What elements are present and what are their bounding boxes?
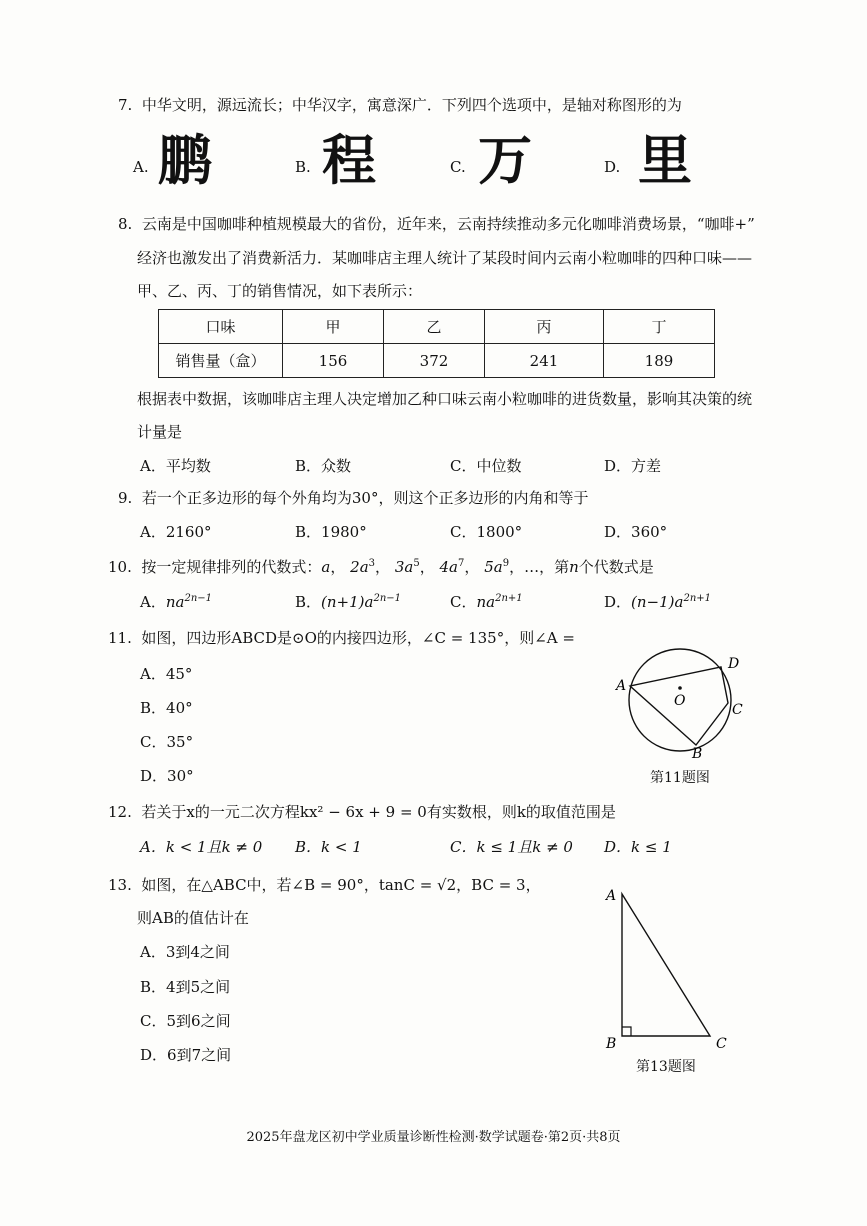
q13-option-b: B．4到5之间 [140, 978, 231, 996]
q9-option-d: D．360° [604, 523, 668, 541]
q8-option-c: C．中位数 [450, 457, 522, 475]
q8-number: 8. [118, 215, 133, 233]
q8-line2: 经济也激发出了消费新活力．某咖啡店主理人统计了某段时间内云南小粒咖啡的四种口味—— [137, 249, 753, 267]
table-cell: 156 [283, 344, 384, 378]
q10-term-2-exp: 3 [368, 558, 376, 569]
q10-option-c [450, 591, 523, 612]
q10-option-c-exp: 2n+1 [495, 593, 523, 604]
triangle-abc [622, 894, 710, 1036]
q8-line1-text: 云南是中国咖啡种植规模最大的省份，近年来，云南持续推动多元化咖啡消费场景，“咖啡+” [141, 215, 755, 233]
table-header-cell: 口味 [159, 310, 283, 344]
q7-option-b-char: 程 [322, 129, 376, 192]
q12-number: 12. [108, 803, 132, 821]
q7-option-c-char: 万 [478, 129, 532, 192]
q10-option-d-letter: D． [604, 593, 632, 611]
q10-sep: ， [419, 558, 435, 576]
q9-text: 若一个正多边形的每个外角均为30°，则这个正多边形的内角和等于 [141, 489, 589, 507]
q7-stem [118, 94, 682, 115]
q13-option-c: C．5到6之间 [140, 1012, 231, 1030]
table-cell: 372 [384, 344, 485, 378]
table-header-cell: 甲 [283, 310, 384, 344]
q10-option-d-base: (n−1)a [631, 593, 684, 611]
q10-option-a-base: na [165, 593, 185, 611]
label-c: C [732, 702, 743, 718]
q10-sep: ， [330, 558, 346, 576]
q10-option-c-base: na [476, 593, 496, 611]
q9-option-a: A．2160° [140, 523, 212, 541]
q9-number: 9. [118, 489, 133, 507]
q7-option-b-letter: B. [295, 158, 311, 176]
q10-term-5-exp: 9 [502, 558, 510, 569]
q10-term-1: a [321, 558, 331, 576]
q8-line3: 甲、乙、丙、丁的销售情况，如下表所示： [137, 282, 423, 300]
q13-line2: 则AB的值估计在 [137, 909, 249, 927]
label-d: D [728, 656, 740, 672]
label-a: A [616, 678, 627, 694]
q13-option-a: A．3到4之间 [140, 943, 230, 961]
center-point-o [678, 686, 682, 690]
table-row [159, 344, 715, 378]
q10-term-4-exp: 7 [458, 558, 465, 569]
q10-text-end: 个代数式是 [578, 558, 654, 576]
q10-option-b-exp: 2n−1 [373, 593, 401, 604]
q12-option-d: D．k ≤ 1 [604, 838, 672, 856]
q10-term-2: 2a [350, 558, 369, 576]
q10-term-4: 4a [439, 558, 459, 576]
q11-stem [108, 627, 575, 648]
q11-text: 如图，四边形ABCD是⊙O的内接四边形，∠C = 135°，则∠A = [141, 629, 575, 647]
q11-option-d: D．30° [140, 767, 194, 785]
q12-option-b: B．k < 1 [295, 838, 362, 856]
q8-line1 [118, 213, 755, 234]
q7-option-c-letter: C. [450, 158, 466, 176]
q11-option-b: B．40° [140, 699, 193, 717]
table-cell: 销售量（盒） [159, 344, 283, 378]
q10-option-b [295, 591, 401, 612]
q10-term-5: 5a [484, 558, 503, 576]
q10-term-3-exp: 5 [413, 558, 420, 569]
q10-text-pre: 按一定规律排列的代数式： [141, 558, 322, 576]
table-cell: 241 [485, 344, 604, 378]
q10-option-a-exp: 2n−1 [184, 593, 212, 604]
table-cell: 189 [604, 344, 715, 378]
q10-option-a-letter: A． [140, 593, 166, 611]
label-b: B [606, 1036, 617, 1052]
q11-circle-figure [610, 648, 760, 760]
table-header-cell: 乙 [384, 310, 485, 344]
q12-text: 若关于x的一元二次方程kx² − 6x + 9 = 0有实数根，则k的取值范围是 [141, 803, 616, 821]
label-c: C [716, 1036, 727, 1052]
q8-option-b: B．众数 [295, 457, 352, 475]
q10-stem [108, 556, 654, 577]
table-header-cell: 丙 [485, 310, 604, 344]
q13-number: 13. [108, 876, 132, 894]
q7-option-d-char: 里 [638, 129, 692, 192]
q11-option-c: C．35° [140, 733, 194, 751]
q8-option-d: D．方差 [604, 457, 662, 475]
q10-option-a [140, 591, 212, 612]
label-o: O [674, 693, 686, 709]
q10-option-d-exp: 2n+1 [683, 593, 711, 604]
q8-line5: 计量是 [137, 423, 183, 441]
q11-option-a: A．45° [140, 665, 193, 683]
q12-option-a: A．k < 1且k ≠ 0 [140, 838, 263, 856]
q12-option-c: C．k ≤ 1且k ≠ 0 [450, 838, 573, 856]
q8-line4: 根据表中数据，该咖啡店主理人决定增加乙种口味云南小粒咖啡的进货数量，影响其决策的统 [137, 390, 753, 408]
q13-option-d: D．6到7之间 [140, 1046, 232, 1064]
q10-option-b-letter: B． [295, 593, 322, 611]
q9-stem [118, 487, 588, 508]
table-header-row [159, 310, 715, 344]
q13-stem [108, 874, 541, 895]
q13-line1: 如图，在△ABC中，若∠B = 90°，tanC = √2，BC = 3， [141, 876, 541, 894]
q8-sales-table [158, 309, 715, 378]
q10-sep: ， [464, 558, 480, 576]
q7-option-a-letter: A. [133, 158, 149, 176]
q10-n: n [569, 558, 579, 576]
q8-option-a: A．平均数 [140, 457, 211, 475]
q9-option-b: B．1980° [295, 523, 367, 541]
q13-triangle-figure [600, 882, 740, 1052]
q10-option-d [604, 591, 711, 612]
q7-number: 7. [118, 96, 133, 114]
q13-figure-caption: 第13题图 [636, 1059, 696, 1075]
table-header-cell: 丁 [604, 310, 715, 344]
q10-term-3: 3a [394, 558, 414, 576]
q11-figure-caption: 第11题图 [650, 770, 710, 786]
q10-text-post: ，…，第 [509, 558, 570, 576]
page-footer: 2025年盘龙区初中学业质量诊断性检测·数学试题卷·第2页·共8页 [246, 1130, 621, 1145]
q7-option-a-char: 鹏 [158, 129, 212, 192]
q10-option-c-letter: C． [450, 593, 477, 611]
label-b: B [692, 746, 703, 760]
q10-number: 10. [108, 558, 132, 576]
q12-stem [108, 801, 616, 822]
q7-option-d-letter: D. [604, 158, 621, 176]
q11-number: 11. [108, 629, 132, 647]
q10-option-b-base: (n+1)a [321, 593, 374, 611]
label-a: A [606, 888, 617, 904]
q10-sep: ， [375, 558, 391, 576]
q7-text: 中华文明，源远流长；中华汉字，寓意深广．下列四个选项中，是轴对称图形的为 [141, 96, 682, 114]
right-angle-mark [622, 1027, 631, 1036]
q9-option-c: C．1800° [450, 523, 523, 541]
